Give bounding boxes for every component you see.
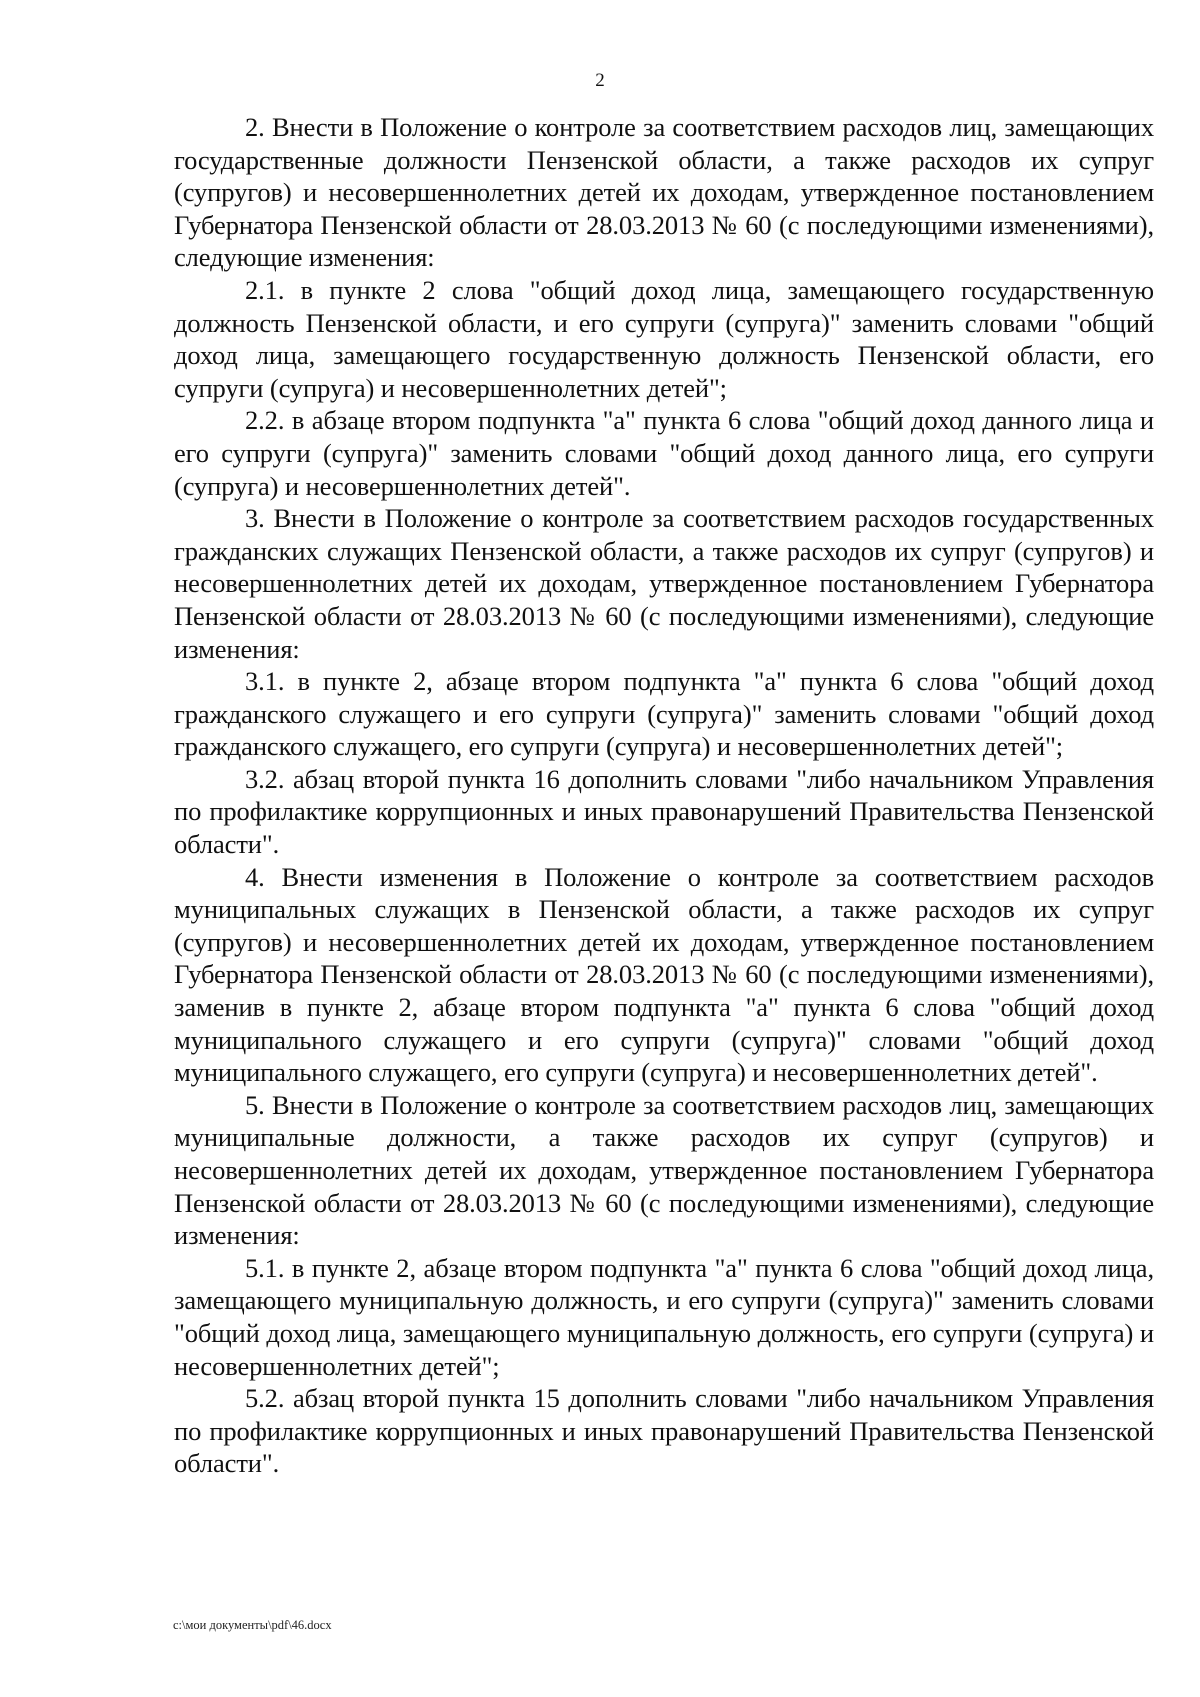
paragraph-2: 2. Внести в Положение о контроле за соответствием расходов лиц, замещающих государственные должности Пензенской области, а также расходов их супруг (супругов) и несовершеннолетних детей их доходам, утвержденное постановлением Губернатора Пензенской области от 28.03.2013 № 60 (с последующими изменениями), следующие изменения: [174,112,1154,273]
paragraph-5-1: 5.1. в пункте 2, абзаце втором подпункта "а" пункта 6 слова "общий доход лица, замещающего муниципальную должность, и его супруги (супруга)" заменить словами "общий доход лица, замещающего муниципальную должность, его супруги (супруга) и несовершеннолетних детей"; [174,1252,1154,1381]
document-body [174,111,1154,1480]
page-number: 2 [595,70,605,91]
paragraph-3-2: 3.2. абзац второй пункта 16 дополнить словами "либо начальником Управления по профилактике коррупционных и иных правонарушений Правительства Пензенской области". [174,763,1154,860]
paragraph-3-1: 3.1. в пункте 2, абзаце втором подпункта "а" пункта 6 слова "общий доход гражданского служащего и его супруги (супруга)" заменить словами "общий доход гражданского служащего, его супруги (супруга) и несовершеннолетних детей"; [174,666,1154,762]
paragraph-5: 5. Внести в Положение о контроле за соответствием расходов лиц, замещающих муниципальные должности, а также расходов их супруг (супругов) и несовершеннолетних детей их доходам, утвержденное постановлением Губернатора Пензенской области от 28.03.2013 № 60 (с последующими изменениями), следующие изменения: [174,1089,1154,1251]
paragraph-2-1: 2.1. в пункте 2 слова "общий доход лица, замещающего государственную должность Пензенской области, и его супруги (супруга)" заменить словами "общий доход лица, замещающего государственную должность Пензенской области, его супруги (супруга) и несовершеннолетних детей"; [174,274,1154,403]
paragraph-3: 3. Внести в Положение о контроле за соответствием расходов государственных гражданских служащих Пензенской области, а также расходов их супруг (супругов) и несовершеннолетних детей их доходам, утвержденное постановлением Губернатора Пензенской области от 28.03.2013 № 60 (с последующими изменениями), следующие изменения: [174,503,1154,664]
paragraph-4: 4. Внести изменения в Положение о контроле за соответствием расходов муниципальных служащих в Пензенской области, а также расходов их супруг (супругов) и несовершеннолетних детей их доходам, утвержденное постановлением Губернатора Пензенской области от 28.03.2013 № 60 (с последующими изменениями), заменив в пункте 2, абзаце втором подпункта "а" пункта 6 слова "общий доход муниципального служащего и его супруги (супруга)" словами "общий доход муниципального служащего, его супруги (супруга) и несовершеннолетних детей". [174,861,1154,1088]
paragraph-5-2: 5.2. абзац второй пункта 15 дополнить словами "либо начальником Управления по профилактике коррупционных и иных правонарушений Правительства Пензенской области". [174,1383,1154,1479]
footer-file-path: c:\мои документы\pdf\46.docx [173,1618,332,1632]
paragraph-2-2: 2.2. в абзаце втором подпункта "а" пункта 6 слова "общий доход данного лица и его супруги (супруга)" заменить словами "общий доход данного лица, его супруги (супруга) и несовершеннолетних детей". [174,405,1154,501]
